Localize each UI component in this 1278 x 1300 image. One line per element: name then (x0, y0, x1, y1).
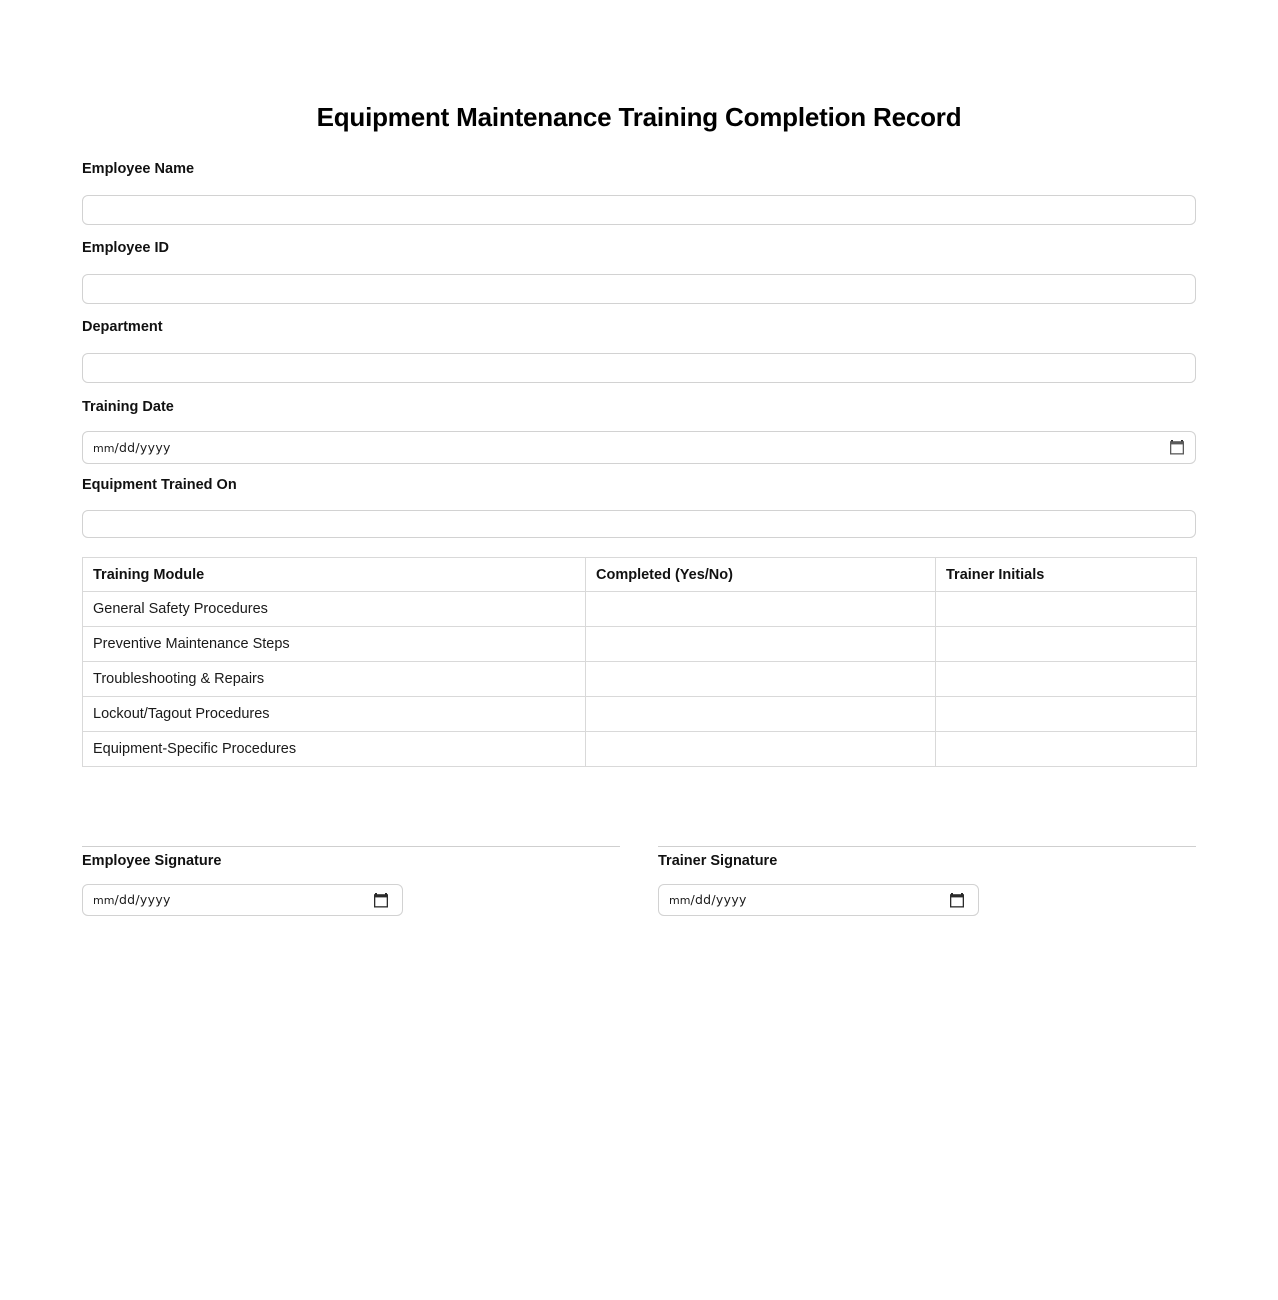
table-header-row (83, 558, 1197, 592)
department-input[interactable] (82, 353, 1196, 383)
cell-module: General Safety Procedures (83, 592, 586, 627)
column-header-trainer-initials: Trainer Initials (936, 558, 1197, 592)
trainer-signature-date-input[interactable] (658, 884, 979, 916)
cell-module: Preventive Maintenance Steps (83, 627, 586, 662)
cell-completed[interactable] (586, 697, 936, 732)
table-row (83, 592, 1197, 627)
employee-signature-block (82, 846, 620, 916)
date-rest-segment: /dd/yyyy (114, 439, 171, 455)
label-training-date: Training Date (82, 399, 174, 415)
label-department: Department (82, 319, 163, 335)
cell-initials[interactable] (936, 592, 1197, 627)
cell-completed[interactable] (586, 662, 936, 697)
calendar-icon[interactable] (950, 892, 964, 907)
employee-signature-date-placeholder (93, 892, 171, 907)
date-mm-segment: mm (93, 894, 115, 907)
date-rest-segment: /dd/yyyy (690, 892, 747, 907)
date-rest-segment: /dd/yyyy (114, 892, 171, 907)
field-employee-name (82, 162, 1196, 225)
cell-completed[interactable] (586, 627, 936, 662)
label-employee-name: Employee Name (82, 161, 195, 177)
cell-completed[interactable] (586, 732, 936, 767)
label-employee-id: Employee ID (82, 240, 170, 256)
cell-initials[interactable] (936, 662, 1197, 697)
cell-initials[interactable] (936, 697, 1197, 732)
table-row (83, 627, 1197, 662)
training-modules-table (82, 557, 1197, 767)
training-date-input[interactable] (82, 431, 1196, 464)
cell-module: Equipment-Specific Procedures (83, 732, 586, 767)
table-row (83, 662, 1197, 697)
column-header-training-module: Training Module (83, 558, 586, 592)
date-mm-segment: mm (669, 894, 691, 907)
cell-module: Troubleshooting & Repairs (83, 662, 586, 697)
date-mm-segment: mm (93, 441, 115, 455)
table-row (83, 732, 1197, 767)
employee-signature-date-input[interactable] (82, 884, 403, 916)
field-equipment-trained-on (82, 478, 1196, 538)
trainer-signature-date-placeholder (669, 892, 747, 907)
employee-name-input[interactable] (82, 195, 1196, 225)
page-title: Equipment Maintenance Training Completion Record (316, 102, 962, 132)
cell-initials[interactable] (936, 732, 1197, 767)
signature-divider (82, 846, 620, 847)
column-header-completed: Completed (Yes/No) (586, 558, 936, 592)
equipment-trained-on-input[interactable] (82, 510, 1196, 538)
training-date-placeholder (93, 440, 171, 455)
label-employee-signature: Employee Signature (82, 853, 222, 869)
cell-module: Lockout/Tagout Procedures (83, 697, 586, 732)
employee-id-input[interactable] (82, 274, 1196, 304)
field-department (82, 320, 1196, 383)
cell-initials[interactable] (936, 627, 1197, 662)
signature-section (82, 846, 1196, 916)
field-training-date (82, 400, 1196, 464)
signature-divider (658, 846, 1196, 847)
trainer-signature-block (658, 846, 1196, 916)
label-trainer-signature: Trainer Signature (658, 853, 778, 869)
cell-completed[interactable] (586, 592, 936, 627)
form-container (82, 0, 1196, 907)
calendar-icon[interactable] (374, 892, 388, 907)
field-employee-id (82, 241, 1196, 304)
label-equipment-trained-on: Equipment Trained On (82, 477, 237, 493)
calendar-icon[interactable] (1170, 440, 1184, 455)
table-row (83, 697, 1197, 732)
